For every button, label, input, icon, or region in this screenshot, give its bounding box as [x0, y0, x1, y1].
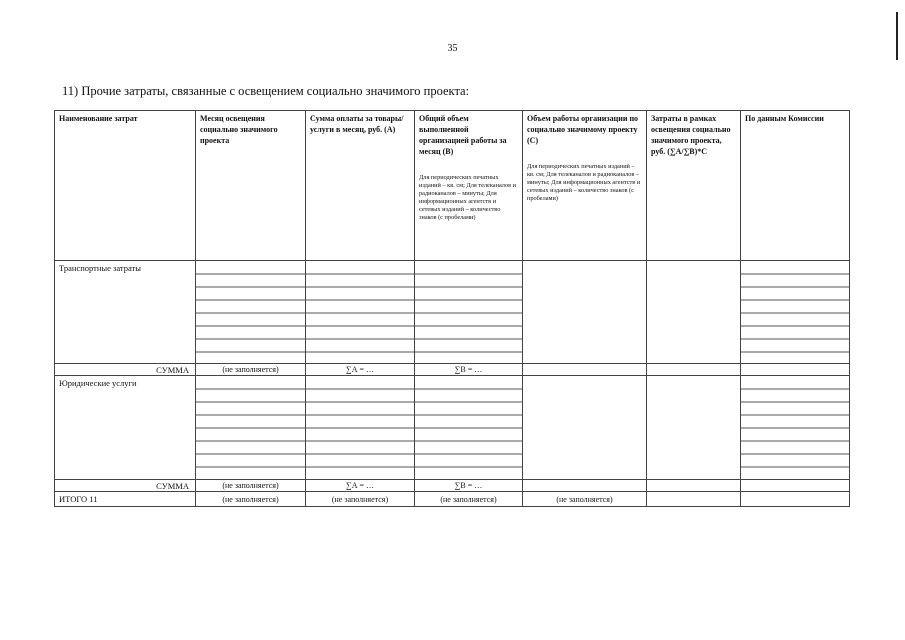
sum-month: (не заполняется)	[196, 364, 306, 376]
sum-b: ∑В = …	[415, 480, 523, 492]
sum-month: (не заполняется)	[196, 480, 306, 492]
empty-cell	[741, 480, 850, 492]
empty-cell	[523, 376, 647, 480]
group-row-transport	[55, 261, 850, 364]
header-volume-b: Общий объем выполненной организацией работы за месяц (В) Для периодических печатных изданий – кв. см; Для телеканалов и радиоканалов – минуты; Для информационных агентств и сетевых изданий – количество знаков (с пробелами)	[415, 111, 523, 261]
sum-label: СУММА	[55, 364, 196, 376]
sum-b: ∑В = …	[415, 364, 523, 376]
total-label: ИТОГО 11	[55, 492, 196, 507]
header-row	[55, 111, 850, 261]
entry-cells[interactable]	[741, 261, 850, 364]
header-cost-name: Наименование затрат	[55, 111, 196, 261]
total-b: (не заполняется)	[415, 492, 523, 507]
sum-row-transport	[55, 364, 850, 376]
entry-cells[interactable]	[306, 376, 415, 480]
empty-cell	[647, 364, 741, 376]
sum-a: ∑А = …	[306, 364, 415, 376]
header-volume-c-note: Для периодических печатных изданий – кв. см; Для телеканалов и радиоканалов – минуты; Для информационных агентств и сетевых изданий – количество знаков (с пробелами)	[527, 163, 641, 202]
empty-cell	[523, 261, 647, 364]
sum-a: ∑А = …	[306, 480, 415, 492]
scan-edge-mark	[896, 12, 898, 60]
entry-cells[interactable]	[415, 261, 523, 364]
total-row	[55, 492, 850, 507]
total-month: (не заполняется)	[196, 492, 306, 507]
header-payment-a: Сумма оплаты за товары/услуги в месяц, руб. (А)	[306, 111, 415, 261]
group-name-legal: Юридические услуги	[55, 376, 196, 480]
sum-label: СУММА	[55, 480, 196, 492]
empty-cell	[741, 492, 850, 507]
entry-cells[interactable]	[415, 376, 523, 480]
entry-cells[interactable]	[196, 376, 306, 480]
header-commission: По данным Комиссии	[741, 111, 850, 261]
costs-table	[54, 110, 850, 507]
header-volume-b-note: Для периодических печатных изданий – кв. см; Для телеканалов и радиоканалов – минуты; Для информационных агентств и сетевых изданий – количество знаков (с пробелами)	[419, 174, 517, 221]
entry-cells[interactable]	[741, 376, 850, 480]
empty-cell	[647, 480, 741, 492]
empty-cell	[647, 492, 741, 507]
empty-cell	[647, 261, 741, 364]
group-row-legal	[55, 376, 850, 480]
header-project-costs: Затраты в рамках освещения социально значимого проекта, руб. (∑А/∑В)*С	[647, 111, 741, 261]
empty-cell	[523, 480, 647, 492]
entry-cells[interactable]	[196, 261, 306, 364]
section-title: 11) Прочие затраты, связанные с освещением социально значимого проекта:	[62, 84, 470, 98]
header-volume-c: Объем работы организации по социально значимому проекту (С) Для периодических печатных изданий – кв. см; Для телеканалов и радиоканалов – минуты; Для информационных агентств и сетевых изданий – количество знаков (с пробелами)	[523, 111, 647, 261]
header-month: Месяц освещения социально значимого проекта	[196, 111, 306, 261]
empty-cell	[741, 364, 850, 376]
total-a: (не заполняется)	[306, 492, 415, 507]
group-name-transport: Транспортные затраты	[55, 261, 196, 364]
entry-cells[interactable]	[306, 261, 415, 364]
sum-row-legal	[55, 480, 850, 492]
empty-cell	[523, 364, 647, 376]
empty-cell	[647, 376, 741, 480]
total-c: (не заполняется)	[523, 492, 647, 507]
page-number: 35	[447, 43, 458, 54]
